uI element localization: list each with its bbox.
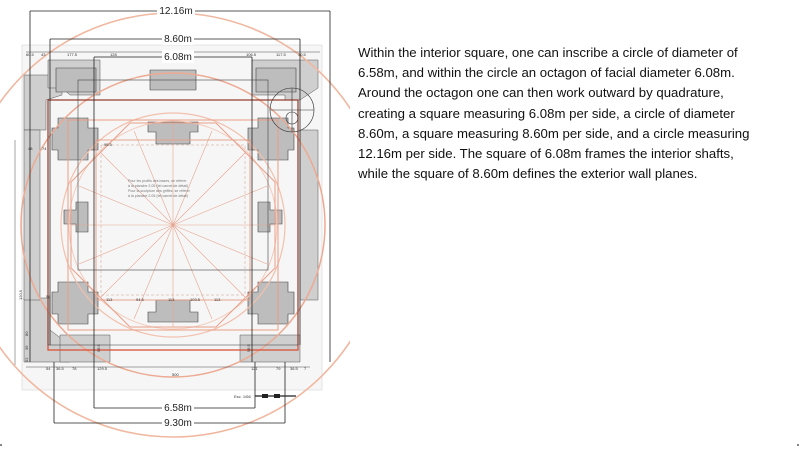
plan-svg [0,0,350,450]
top-measure-4: 106.5 [246,52,257,57]
bottom-measure-0: 54 [46,366,51,371]
left-measure-3: 58 [46,294,51,299]
left-measure-2: 120.5 [18,289,23,300]
top-measure-1: 43 [41,52,46,57]
bottom-measure-4: 121 [251,366,258,371]
label-6-58m: 6.58m [164,403,192,414]
note-line-2: Pour la sculpture des griffes, se référer [128,189,190,193]
stair-detail [270,88,314,132]
note-line-1: à la planche 2.05 (tel carnet de détail) [128,184,189,188]
top-measure-0: 60.5 [26,52,34,57]
left-measure-4: 80 [24,331,29,336]
top-measure-6: 30.5 [298,52,306,57]
left-measure-5: 36 [24,345,29,350]
plan-note [128,179,191,198]
top-measure-2: 177.5 [67,52,78,57]
slide-corner-mark [797,444,799,446]
left-measure-1: 74 [42,146,47,151]
label-6-08m: 6.08m [164,52,192,63]
interior-measure-1: 94.5 [136,297,144,302]
interior-measure-0: 113 [106,297,113,302]
bottom-measure-5: 79 [276,366,281,371]
label-8-60m: 8.60m [164,34,192,45]
bottom-measure-7: 7 [304,366,307,371]
scale-label: Esc. 1/66 [234,394,251,399]
bottom-measure-3: 129.5 [97,366,108,371]
interior-measure-7: 58.5 [246,344,251,352]
label-9-30m: 9.30m [164,418,192,429]
note-line-0: Pour les profils des bases, se référer [128,179,187,183]
left-measure-0: 48 [28,146,33,151]
label-12-16m: 12.16m [159,6,193,17]
interior-measure-2: 113 [168,297,175,302]
bottom-measure-2: 78 [72,366,77,371]
architectural-plan-diagram [0,0,350,450]
interior-measure-4: 113 [214,297,221,302]
interior-measure-8: 500 [172,372,179,377]
interior-measure-5: 95.5 [104,142,112,147]
left-measure-6: 52 [24,357,29,362]
top-measure-5: 117.5 [276,52,286,57]
bottom-measure-1: 36.5 [56,366,64,371]
top-measure-3: 128 [110,52,117,57]
slide-corner-mark [0,444,2,446]
explanation-text: Within the interior square, one can inscribe a circle of diameter of 6.58m, and within the circle an octagon of facial diameter 6.08m. Around the octagon one can then work outward by quadrature, creating a square measuring 6.08m per side, a circle of diameter 8.60m, a square measuring 8.60m per side, and a circle measuring 12.16m per side. The square of 6.08m frames the interior shafts, while the square of 8.60m defines the exterior wall planes. [358,45,750,182]
interior-measure-6: 58.5 [96,344,101,352]
bottom-measure-6: 36.5 [290,366,298,371]
interior-measure-3: 103.5 [190,297,201,302]
note-line-3: à la planche 2.05 (tel carnet de détail) [128,194,189,198]
